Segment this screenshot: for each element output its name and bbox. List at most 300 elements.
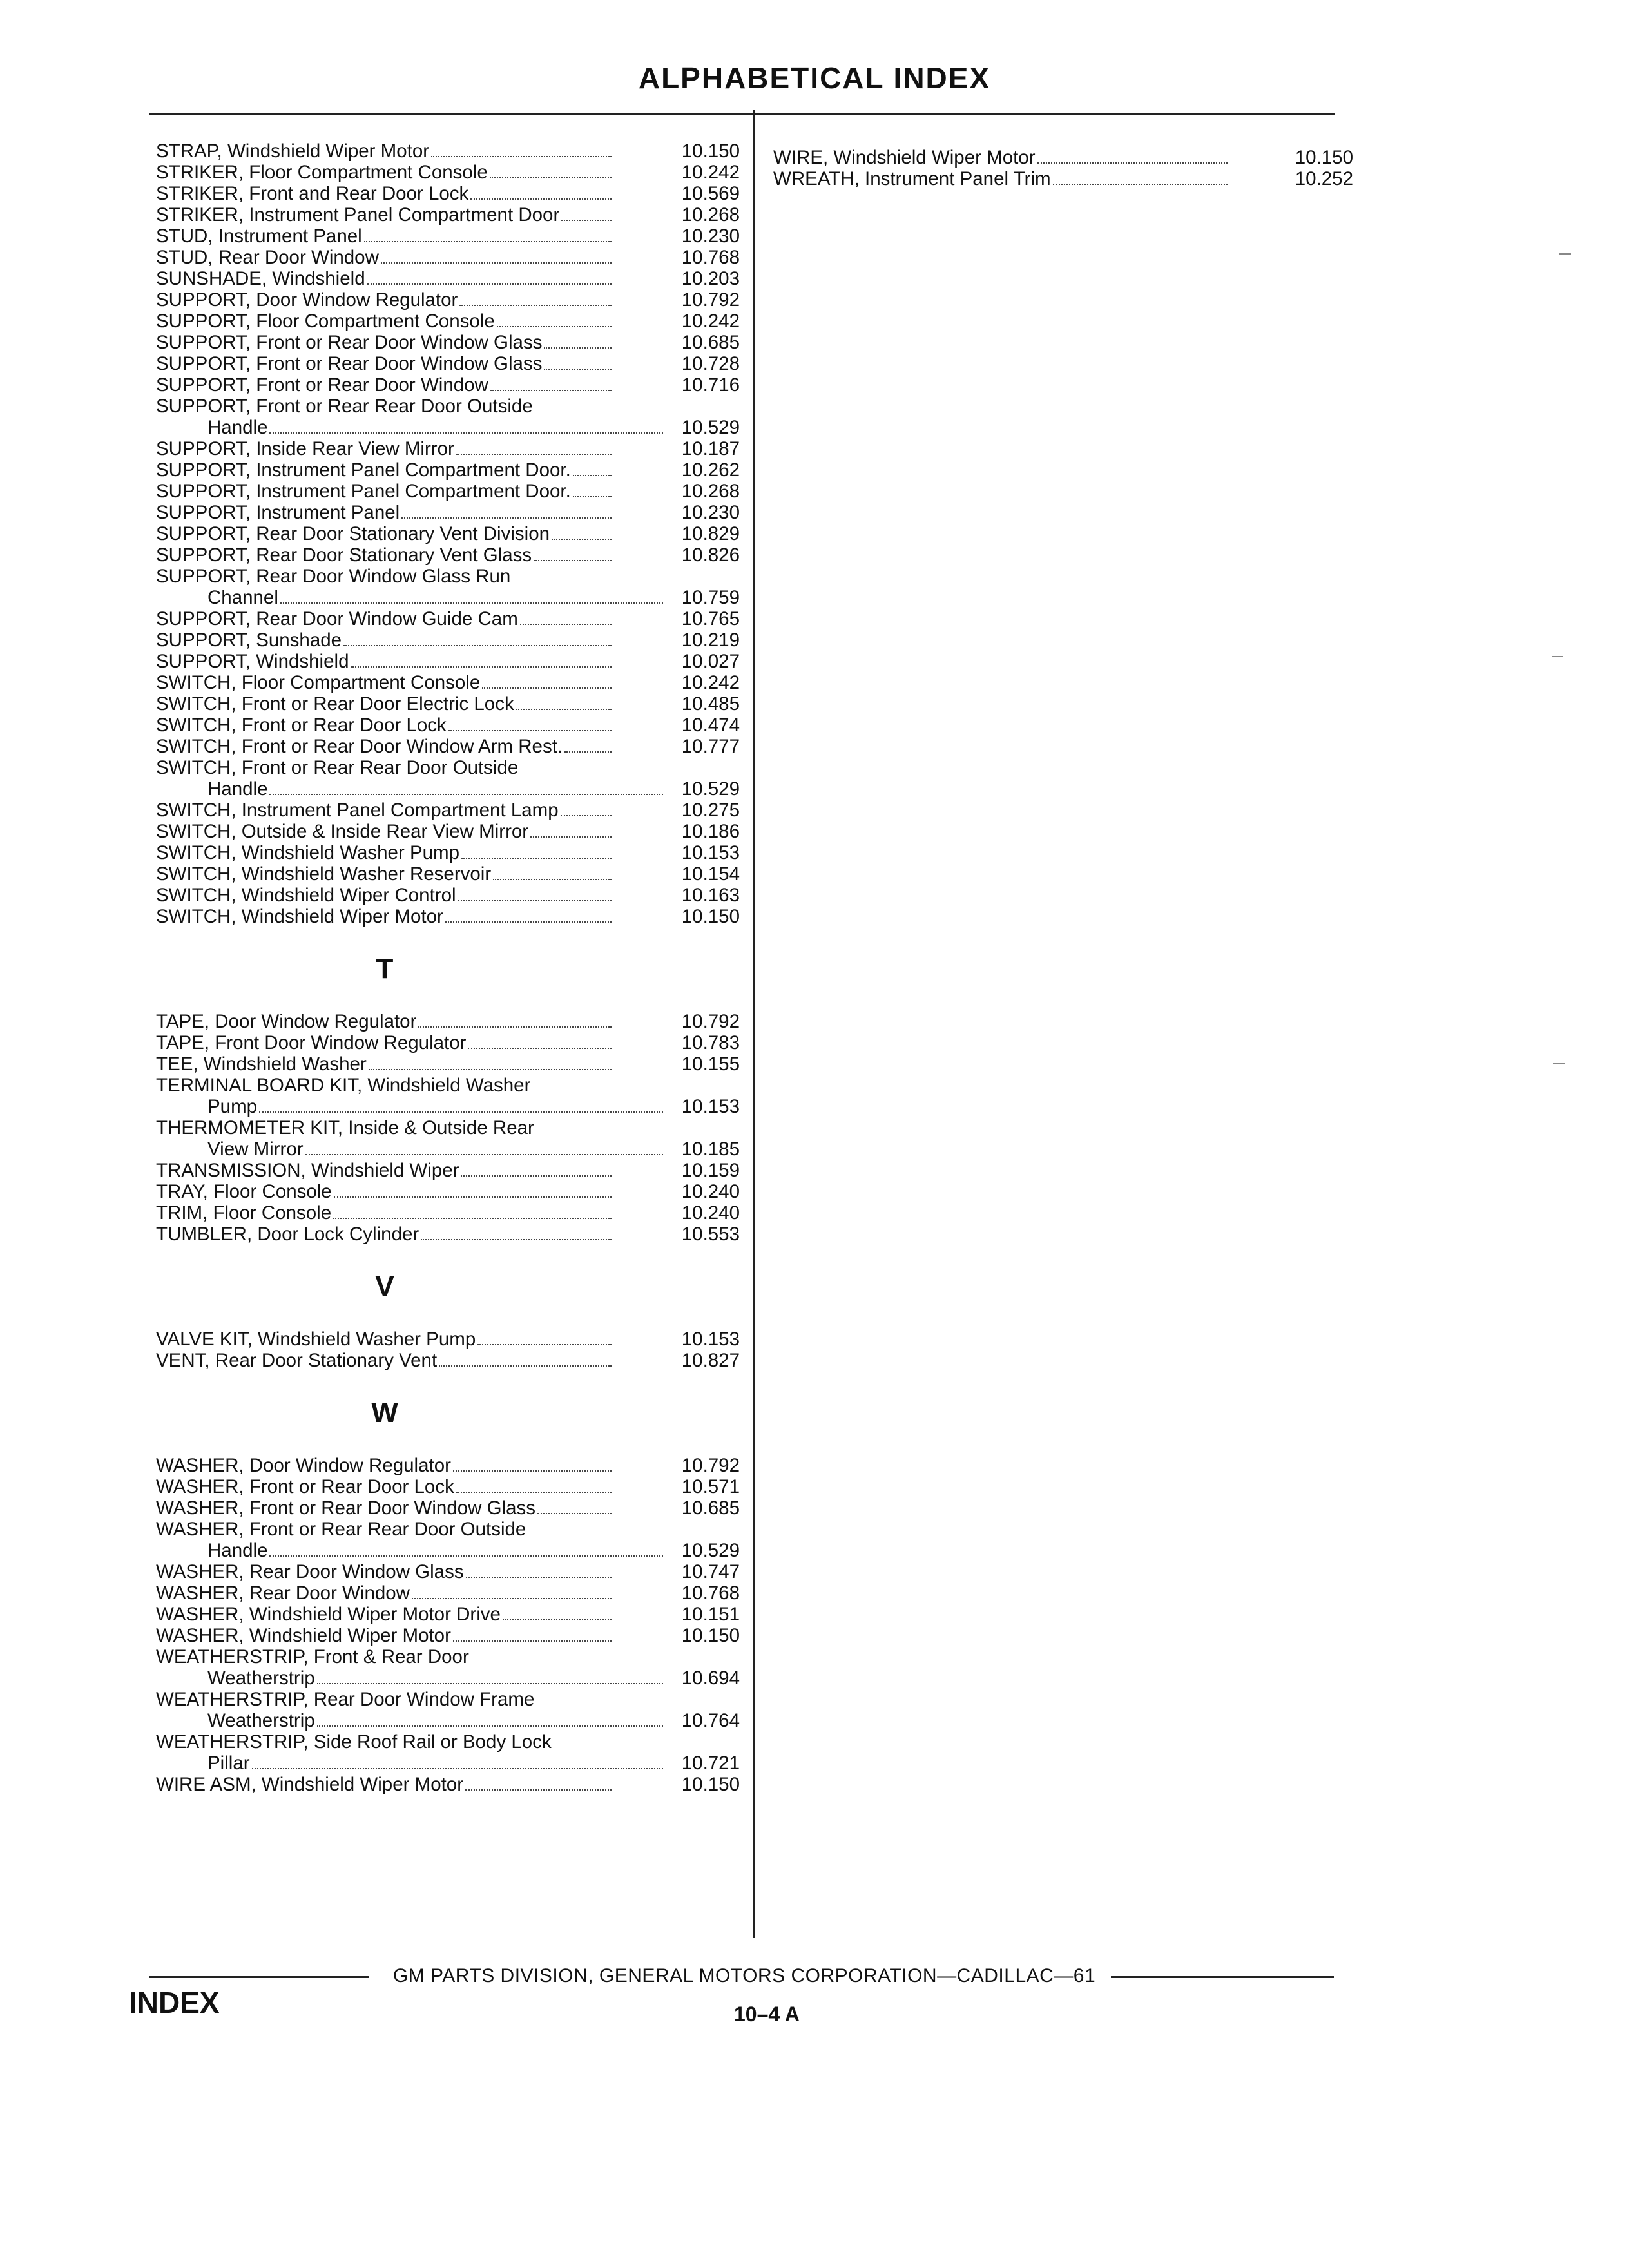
dot-leader — [561, 815, 612, 816]
entry-label-row — [207, 778, 665, 800]
index-entry-continuation — [156, 1753, 740, 1774]
entry-label-row — [156, 885, 613, 906]
entry-label-row — [156, 374, 613, 396]
entry-label: SUPPORT, Rear Door Stationary Vent Division — [156, 523, 550, 544]
index-entry — [156, 374, 740, 396]
entry-label: SWITCH, Windshield Washer Reservoir — [156, 863, 492, 885]
entry-page: 10.792 — [681, 1011, 740, 1032]
dot-leader — [530, 836, 612, 838]
entry-page: 10.474 — [681, 715, 740, 736]
entry-label-row — [156, 311, 613, 332]
entry-page: 10.777 — [681, 736, 740, 757]
entry-label: SUPPORT, Front or Rear Door Window Glass — [156, 353, 543, 374]
entry-page: 10.240 — [681, 1202, 740, 1224]
entry-label: SWITCH, Windshield Washer Pump — [156, 842, 460, 863]
dot-leader — [456, 1492, 612, 1493]
index-entry — [156, 523, 740, 544]
entry-label-row — [156, 162, 613, 183]
index-entry — [156, 459, 740, 481]
entry-page: 10.792 — [681, 289, 740, 311]
entry-label-row — [156, 1497, 613, 1519]
dot-leader — [564, 751, 612, 753]
entry-label-row — [156, 715, 613, 736]
entry-label: SUPPORT, Instrument Panel Compartment Door. — [156, 481, 571, 502]
index-entry — [156, 438, 740, 459]
entry-page: 10.150 — [681, 1625, 740, 1646]
dot-leader — [534, 560, 612, 561]
entry-label: SUPPORT, Instrument Panel — [156, 502, 400, 523]
entry-label: SWITCH, Windshield Wiper Control — [156, 885, 456, 906]
index-entry-heading — [156, 1117, 740, 1139]
entry-page: 10.185 — [681, 1139, 740, 1160]
entry-label-row — [156, 1455, 613, 1476]
index-entry — [156, 821, 740, 842]
entry-label: SUNSHADE, Windshield — [156, 268, 365, 289]
dot-leader — [445, 921, 612, 923]
entry-label-row — [156, 736, 613, 757]
entry-label: SUPPORT, Front or Rear Door Window — [156, 374, 488, 396]
index-entry — [156, 608, 740, 629]
dot-leader — [453, 1470, 612, 1472]
entry-label: Weatherstrip — [207, 1667, 315, 1689]
entry-label-row — [156, 1181, 613, 1202]
entry-label-row — [207, 1753, 665, 1774]
index-entry — [156, 693, 740, 715]
dot-leader — [561, 220, 612, 221]
dot-leader — [520, 624, 612, 625]
index-entry — [156, 162, 740, 183]
entry-label: Handle — [207, 1540, 268, 1561]
entry-label-row — [156, 1646, 613, 1667]
entry-page: 10.827 — [681, 1350, 740, 1371]
entry-page: 10.728 — [681, 353, 740, 374]
entry-label-row — [156, 289, 613, 311]
index-entry — [156, 1497, 740, 1519]
index-entry-heading — [156, 1689, 740, 1710]
entry-label: TEE, Windshield Washer — [156, 1053, 367, 1075]
entry-label: WASHER, Front or Rear Door Lock — [156, 1476, 454, 1497]
entry-page: 10.150 — [681, 1774, 740, 1795]
entry-label: View Mirror — [207, 1139, 304, 1160]
entry-page: 10.262 — [681, 459, 740, 481]
entry-page: 10.153 — [681, 842, 740, 863]
index-entry — [156, 651, 740, 672]
index-entry — [156, 842, 740, 863]
dot-leader — [305, 1154, 663, 1155]
index-entry — [156, 1224, 740, 1245]
index-entry — [156, 481, 740, 502]
footer-publisher: GM PARTS DIVISION, GENERAL MOTORS CORPORATION—CADILLAC—61 — [392, 1965, 1096, 1986]
entry-label: Weatherstrip — [207, 1710, 315, 1731]
entry-label-row — [156, 396, 613, 417]
entry-page: 10.485 — [681, 693, 740, 715]
entry-page: 10.571 — [681, 1476, 740, 1497]
entry-page: 10.268 — [681, 481, 740, 502]
entry-label: TAPE, Door Window Regulator — [156, 1011, 417, 1032]
dot-leader — [493, 879, 612, 880]
entry-label-row — [156, 268, 613, 289]
entry-page: 10.747 — [681, 1561, 740, 1582]
index-entry — [156, 1160, 740, 1181]
dot-leader — [503, 1619, 612, 1620]
entry-page: 10.150 — [681, 906, 740, 927]
index-entry — [156, 247, 740, 268]
entry-label-row — [156, 608, 613, 629]
index-entry — [156, 311, 740, 332]
entry-page: 10.163 — [681, 885, 740, 906]
entry-label-row — [156, 353, 613, 374]
entry-label-row — [156, 1774, 613, 1795]
entry-label-row — [156, 629, 613, 651]
dot-leader — [364, 241, 612, 242]
index-entry — [156, 502, 740, 523]
entry-page: 10.151 — [681, 1604, 740, 1625]
index-entry-continuation — [156, 587, 740, 608]
entry-label: Channel — [207, 587, 278, 608]
page-title: ALPHABETICAL INDEX — [638, 61, 991, 95]
dot-leader — [466, 1577, 612, 1578]
entry-label-row — [156, 1476, 613, 1497]
index-entry — [156, 885, 740, 906]
index-entry-continuation — [156, 778, 740, 800]
entry-label: SWITCH, Front or Rear Door Electric Lock — [156, 693, 514, 715]
index-entry — [156, 672, 740, 693]
entry-page: 10.529 — [681, 778, 740, 800]
index-entry — [156, 800, 740, 821]
entry-label-row — [156, 1561, 613, 1582]
entry-label-row — [207, 587, 665, 608]
entry-label: SWITCH, Outside & Inside Rear View Mirror — [156, 821, 529, 842]
entry-label-row — [156, 1350, 613, 1371]
scan-mark — [1559, 253, 1571, 255]
entry-label-row — [156, 800, 613, 821]
entry-label-row — [156, 1519, 613, 1540]
entry-page: 10.153 — [681, 1329, 740, 1350]
index-entry — [156, 332, 740, 353]
entry-label-row — [156, 672, 613, 693]
entry-label: TRIM, Floor Console — [156, 1202, 332, 1224]
index-entry — [156, 1561, 740, 1582]
footer-rule-left — [149, 1976, 369, 1978]
entry-page: 10.553 — [681, 1224, 740, 1245]
dot-leader — [490, 390, 612, 391]
entry-label: WASHER, Door Window Regulator — [156, 1455, 451, 1476]
entry-label-row — [156, 906, 613, 927]
dot-leader — [448, 730, 612, 731]
dot-leader — [490, 177, 612, 178]
dot-leader — [497, 326, 612, 327]
entry-label-row — [156, 821, 613, 842]
index-entry — [156, 183, 740, 204]
entry-label: SUPPORT, Instrument Panel Compartment Door. — [156, 459, 571, 481]
column-divider — [753, 110, 755, 1938]
dot-leader — [280, 602, 663, 604]
entry-label: STRIKER, Instrument Panel Compartment Door — [156, 204, 560, 226]
index-entry-heading — [156, 566, 740, 587]
entry-label-row — [156, 1329, 613, 1350]
entry-label-row — [156, 842, 613, 863]
dot-leader — [461, 858, 612, 859]
entry-label-row — [156, 566, 613, 587]
entry-label: STRAP, Windshield Wiper Motor — [156, 140, 430, 162]
entry-label-row — [156, 183, 613, 204]
entry-label: SUPPORT, Sunshade — [156, 629, 342, 651]
entry-page: 10.268 — [681, 204, 740, 226]
entry-page: 10.153 — [681, 1096, 740, 1117]
entry-page: 10.159 — [681, 1160, 740, 1181]
index-entry — [156, 1625, 740, 1646]
entry-page: 10.242 — [681, 162, 740, 183]
index-entry — [156, 1202, 740, 1224]
entry-label: SWITCH, Instrument Panel Compartment Lamp — [156, 800, 559, 821]
entry-label: TAPE, Front Door Window Regulator — [156, 1032, 467, 1053]
entry-label: SWITCH, Front or Rear Rear Door Outside — [156, 757, 519, 778]
entry-label-row — [207, 1139, 665, 1160]
dot-leader — [333, 1218, 612, 1219]
entry-label: Pump — [207, 1096, 258, 1117]
entry-label: SUPPORT, Rear Door Window Guide Cam — [156, 608, 518, 629]
section-letter: T — [376, 953, 394, 985]
entry-page: 10.155 — [681, 1053, 740, 1075]
index-entry-continuation — [156, 1096, 740, 1117]
dot-leader — [269, 1555, 663, 1557]
entry-label-row — [156, 1032, 613, 1053]
index-entry-continuation — [156, 1540, 740, 1561]
entry-page: 10.768 — [681, 247, 740, 268]
dot-leader — [458, 900, 612, 901]
index-entry — [156, 1350, 740, 1371]
dot-leader — [252, 1768, 663, 1769]
entry-label: SWITCH, Front or Rear Door Window Arm Rest. — [156, 736, 563, 757]
page-number: 10–4 A — [734, 2003, 800, 2026]
entry-label: SWITCH, Front or Rear Door Lock — [156, 715, 447, 736]
index-entry-heading — [156, 396, 740, 417]
entry-page: 10.529 — [681, 417, 740, 438]
dot-leader — [459, 305, 612, 306]
entry-page: 10.242 — [681, 311, 740, 332]
entry-page: 10.783 — [681, 1032, 740, 1053]
entry-label-row — [207, 1540, 665, 1561]
left-index-column — [156, 140, 740, 1795]
entry-page: 10.219 — [681, 629, 740, 651]
index-entry — [156, 204, 740, 226]
dot-leader — [369, 1069, 612, 1070]
dot-leader — [544, 369, 612, 370]
entry-page: 10.826 — [681, 544, 740, 566]
entry-label: WASHER, Windshield Wiper Motor — [156, 1625, 451, 1646]
dot-leader — [516, 709, 612, 710]
entry-label: Handle — [207, 417, 268, 438]
dot-leader — [351, 666, 612, 668]
index-entry — [156, 1053, 740, 1075]
entry-label: TERMINAL BOARD KIT, Windshield Washer — [156, 1075, 531, 1096]
entry-page: 10.768 — [681, 1582, 740, 1604]
entry-label-row — [156, 757, 613, 778]
entry-label: WASHER, Windshield Wiper Motor Drive — [156, 1604, 501, 1625]
index-entry-continuation — [156, 1667, 740, 1689]
entry-label: SUPPORT, Inside Rear View Mirror — [156, 438, 454, 459]
index-entry — [156, 1181, 740, 1202]
entry-label-row — [156, 247, 613, 268]
dot-leader — [418, 1026, 612, 1028]
entry-page: 10.187 — [681, 438, 740, 459]
index-entry — [156, 1329, 740, 1350]
dot-leader — [269, 794, 663, 795]
dot-leader — [412, 1598, 612, 1599]
entry-label: SUPPORT, Front or Rear Rear Door Outside — [156, 396, 533, 417]
index-entry — [156, 226, 740, 247]
entry-page: 10.150 — [681, 140, 740, 162]
entry-label-row — [156, 481, 613, 502]
entry-page: 10.203 — [681, 268, 740, 289]
dot-leader — [573, 475, 612, 476]
entry-label: SWITCH, Floor Compartment Console — [156, 672, 481, 693]
entry-page: 10.694 — [681, 1667, 740, 1689]
entry-page: 10.685 — [681, 332, 740, 353]
entry-page: 10.569 — [681, 183, 740, 204]
entry-label: TRANSMISSION, Windshield Wiper — [156, 1160, 459, 1181]
entry-label-row — [156, 226, 613, 247]
index-entry-heading — [156, 1075, 740, 1096]
section-letter: V — [375, 1271, 394, 1302]
index-entry-continuation — [156, 417, 740, 438]
entry-label: SUPPORT, Rear Door Window Glass Run — [156, 566, 511, 587]
entry-label: WIRE, Windshield Wiper Motor — [773, 147, 1036, 168]
entry-label-row — [156, 1604, 613, 1625]
dot-leader — [453, 1640, 612, 1642]
dot-leader — [477, 1344, 612, 1345]
entry-label-row — [207, 1667, 665, 1689]
entry-page: 10.529 — [681, 1540, 740, 1561]
entry-label-row — [156, 693, 613, 715]
dot-leader — [552, 539, 612, 540]
index-entry — [156, 863, 740, 885]
entry-label-row — [207, 1096, 665, 1117]
entry-label-row — [156, 1075, 613, 1096]
dot-leader — [317, 1725, 663, 1727]
dot-leader — [1037, 162, 1228, 164]
entry-page: 10.252 — [1295, 168, 1353, 189]
entry-page: 10.716 — [681, 374, 740, 396]
index-entry — [156, 1582, 740, 1604]
dot-leader — [334, 1196, 612, 1198]
index-entry — [156, 1032, 740, 1053]
scan-mark — [1553, 1063, 1565, 1064]
entry-label-row — [156, 459, 613, 481]
entry-label-row — [773, 147, 1229, 168]
entry-page: 10.150 — [1295, 147, 1353, 168]
index-entry-heading — [156, 1646, 740, 1667]
index-entry — [156, 736, 740, 757]
right-index-column — [773, 147, 1353, 189]
entry-label-row — [156, 1224, 613, 1245]
entry-label-row — [156, 332, 613, 353]
entry-label: WIRE ASM, Windshield Wiper Motor — [156, 1774, 464, 1795]
entry-label-row — [156, 1117, 613, 1139]
index-entry — [156, 1011, 740, 1032]
entry-label-row — [156, 1160, 613, 1181]
entry-label: SUPPORT, Door Window Regulator — [156, 289, 458, 311]
dot-leader — [544, 347, 612, 349]
entry-page: 10.230 — [681, 226, 740, 247]
entry-label: VALVE KIT, Windshield Washer Pump — [156, 1329, 476, 1350]
entry-page: 10.240 — [681, 1181, 740, 1202]
index-entry-heading — [156, 757, 740, 778]
entry-label: WASHER, Front or Rear Door Window Glass — [156, 1497, 536, 1519]
entry-label-row — [156, 651, 613, 672]
entry-label: THERMOMETER KIT, Inside & Outside Rear — [156, 1117, 534, 1139]
entry-page: 10.275 — [681, 800, 740, 821]
entry-label: TRAY, Floor Console — [156, 1181, 332, 1202]
entry-label-row — [156, 204, 613, 226]
entry-label: WEATHERSTRIP, Front & Rear Door — [156, 1646, 469, 1667]
entry-label-row — [207, 1710, 665, 1731]
index-entry — [156, 353, 740, 374]
entry-label: Handle — [207, 778, 268, 800]
index-entry — [156, 906, 740, 927]
entry-page: 10.759 — [681, 587, 740, 608]
title-rule — [149, 113, 1335, 115]
index-entry — [156, 544, 740, 566]
entry-label: WASHER, Rear Door Window — [156, 1582, 410, 1604]
index-entry-continuation — [156, 1710, 740, 1731]
index-entry-heading — [156, 1731, 740, 1753]
dot-leader — [317, 1683, 663, 1684]
entry-page: 10.721 — [681, 1753, 740, 1774]
entry-label-row — [156, 438, 613, 459]
entry-page: 10.027 — [681, 651, 740, 672]
entry-label-row — [773, 168, 1229, 189]
index-entry — [773, 147, 1353, 168]
index-entry — [156, 1476, 740, 1497]
dot-leader — [468, 1048, 612, 1049]
entry-label-row — [156, 544, 613, 566]
entry-label-row — [156, 1625, 613, 1646]
scan-mark — [1552, 656, 1563, 657]
entry-label-row — [156, 1202, 613, 1224]
entry-label: WEATHERSTRIP, Side Roof Rail or Body Lock — [156, 1731, 552, 1753]
dot-leader — [367, 284, 612, 285]
entry-label: Pillar — [207, 1753, 250, 1774]
dot-leader — [1053, 184, 1228, 185]
dot-leader — [482, 687, 612, 689]
entry-label: TUMBLER, Door Lock Cylinder — [156, 1224, 419, 1245]
index-entry — [156, 289, 740, 311]
index-entry — [156, 1604, 740, 1625]
entry-page: 10.829 — [681, 523, 740, 544]
entry-label: WREATH, Instrument Panel Trim — [773, 168, 1051, 189]
entry-label-row — [156, 1731, 613, 1753]
entry-page: 10.685 — [681, 1497, 740, 1519]
entry-label: WASHER, Rear Door Window Glass — [156, 1561, 464, 1582]
entry-label: SUPPORT, Front or Rear Door Window Glass — [156, 332, 543, 353]
dot-leader — [401, 517, 612, 519]
entry-page: 10.230 — [681, 502, 740, 523]
section-letter: W — [371, 1397, 398, 1428]
entry-label: STUD, Instrument Panel — [156, 226, 362, 247]
dot-leader — [269, 432, 663, 434]
entry-label: WEATHERSTRIP, Rear Door Window Frame — [156, 1689, 535, 1710]
entry-label-row — [156, 1582, 613, 1604]
index-entry — [156, 268, 740, 289]
entry-label-row — [156, 140, 613, 162]
index-entry — [156, 715, 740, 736]
index-entry — [773, 168, 1353, 189]
dot-leader — [421, 1239, 612, 1240]
index-entry-heading — [156, 1519, 740, 1540]
dot-leader — [343, 645, 612, 646]
index-entry — [156, 1455, 740, 1476]
